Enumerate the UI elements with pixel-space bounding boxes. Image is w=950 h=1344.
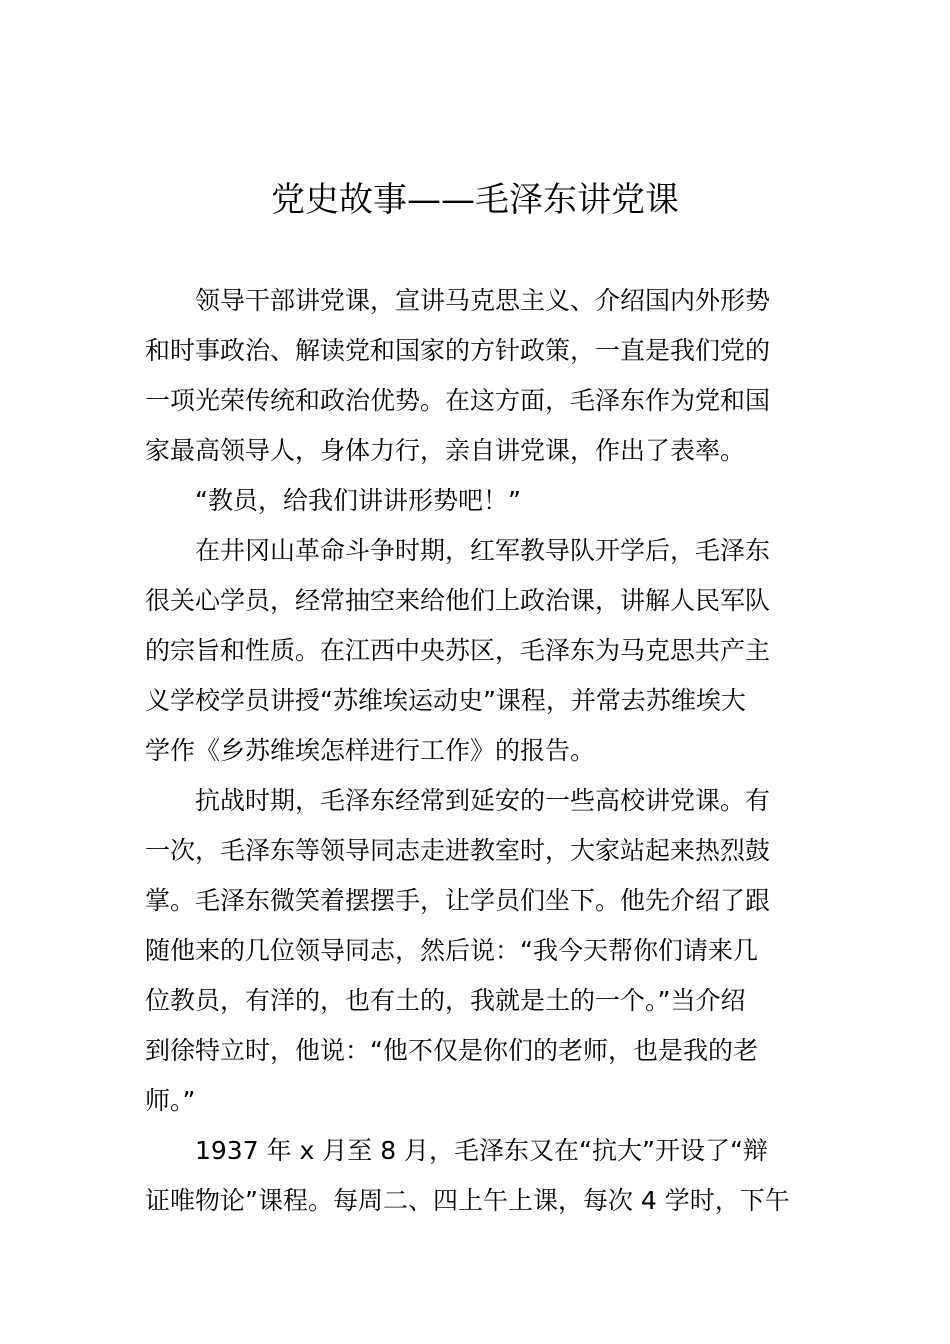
text-line: 位教员，有洋的，也有土的，我就是土的一个。”当介绍 (145, 986, 746, 1015)
text-line: “教员，给我们讲讲形势吧！” (195, 486, 521, 515)
text-line: 领导干部讲党课，宣讲马克思主义、介绍国内外形势 (195, 286, 771, 315)
text-line: 很关心学员，经常抽空来给他们上政治课，讲解人民军队 (145, 586, 771, 615)
text-line: 到徐特立时，他说：“他不仅是你们的老师，也是我的老 (145, 1036, 758, 1065)
text-line: 证唯物论”课程。每周二、四上午上课，每次 4 学时，下午 (145, 1186, 790, 1215)
document-body (145, 276, 810, 1226)
text-line: 家最高领导人，身体力行，亲自讲党课，作出了表率。 (145, 436, 746, 465)
text-line: 的宗旨和性质。在江西中央苏区，毛泽东为马克思共产主 (145, 636, 771, 665)
text-line: 在井冈山革命斗争时期，红军教导队开学后，毛泽东 (195, 536, 771, 565)
document-title: 党史故事——毛泽东讲党课 (271, 180, 679, 220)
text-line: 抗战时期，毛泽东经常到延安的一些高校讲党课。有 (195, 786, 771, 815)
text-line: 义学校学员讲授“苏维埃运动史”课程，并常去苏维埃大 (145, 686, 746, 715)
text-line: 师。” (145, 1086, 196, 1115)
text-line: 一次，毛泽东等领导同志走进教室时，大家站起来热烈鼓 (145, 836, 771, 865)
text-line: 1937 年 x 月至 8 月，毛泽东又在“抗大”开设了“辩 (195, 1136, 768, 1165)
text-line: 随他来的几位领导同志，然后说：“我今天帮你们请来几 (145, 936, 758, 965)
text-line: 学作《乡苏维埃怎样进行工作》的报告。 (145, 736, 596, 765)
text-line: 和时事政治、解读党和国家的方针政策，一直是我们党的 (145, 336, 771, 365)
text-line: 掌。毛泽东微笑着摆摆手，让学员们坐下。他先介绍了跟 (145, 886, 771, 915)
text-line: 一项光荣传统和政治优势。在这方面，毛泽东作为党和国 (145, 386, 771, 415)
